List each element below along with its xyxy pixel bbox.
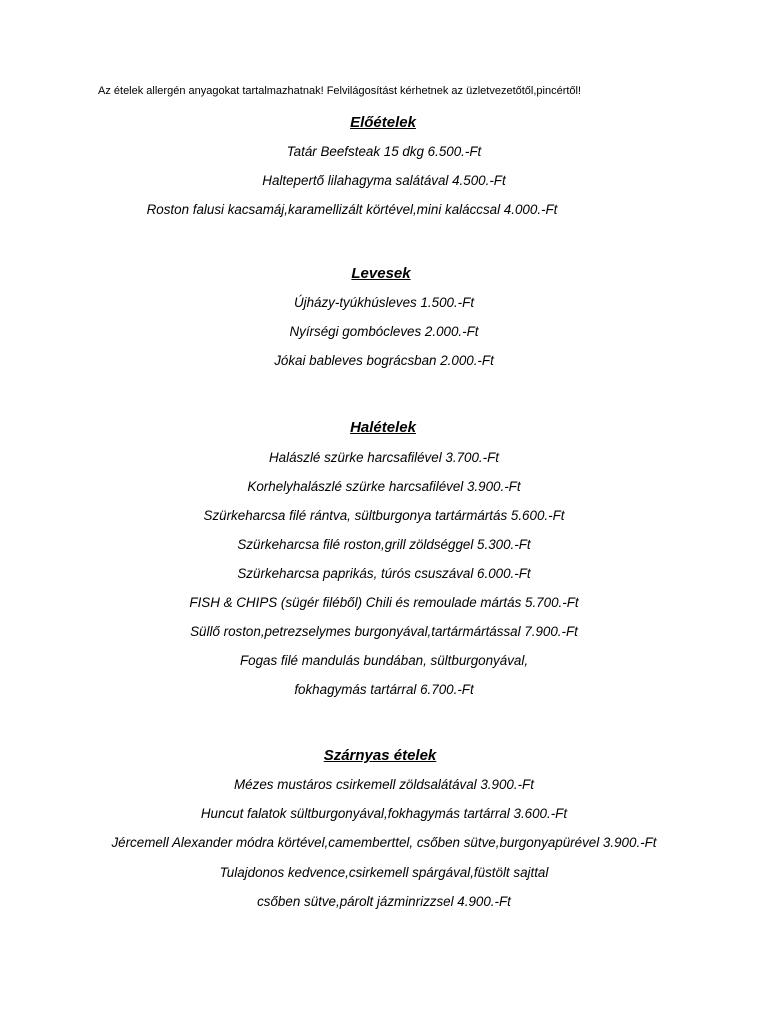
allergen-notice: Az ételek allergén anyagokat tartalmazhatnak! Felvilágosítást kérhetnek az üzletvezetőtől,pincértől! [98, 85, 582, 97]
menu-item: Szürkeharcsa filé roston,grill zöldséggel 5.300.-Ft [237, 537, 531, 552]
menu-item: Mézes mustáros csirkemell zöldsalátával 3.900.-Ft [234, 777, 534, 792]
section-title-haletelek: Halételek [350, 419, 416, 436]
menu-item: Szürkeharcsa paprikás, túrós csuszával 6.000.-Ft [237, 566, 531, 581]
menu-item: FISH & CHIPS (sügér filéből) Chili és remoulade mártás 5.700.-Ft [189, 595, 579, 610]
menu-item: Korhelyhalászlé szürke harcsafilével 3.900.-Ft [247, 479, 521, 494]
section-title-eloetelek: Előételek [350, 114, 416, 131]
menu-item: Jércemell Alexander módra körtével,camemberttel, csőben sütve,burgonyapürével 3.900.-Ft [111, 835, 657, 850]
menu-item: Tatár Beefsteak 15 dkg 6.500.-Ft [286, 144, 482, 159]
menu-item: Huncut falatok sültburgonyával,fokhagymás tartárral 3.600.-Ft [200, 806, 568, 821]
menu-item: Roston falusi kacsamáj,karamellizált körtével,mini kaláccsal 4.000.-Ft [146, 202, 558, 217]
menu-item: Halászlé szürke harcsafilével 3.700.-Ft [269, 450, 499, 465]
menu-item: Szürkeharcsa filé rántva, sültburgonya tartármártás 5.600.-Ft [203, 508, 565, 523]
menu-item: Haltepertő lilahagyma salátával 4.500.-Ft [262, 173, 506, 188]
menu-item: Süllő roston,petrezselymes burgonyával,tartármártással 7.900.-Ft [190, 624, 578, 639]
menu-item: Újházy-tyúkhúsleves 1.500.-Ft [293, 295, 475, 310]
section-title-levesek: Levesek [351, 265, 411, 282]
menu-item: Fogas filé mandulás bundában, sültburgonyával, [239, 653, 529, 668]
menu-item: Tulajdonos kedvence,csirkemell spárgával,füstölt sajttal [219, 865, 549, 880]
menu-item: Jókai bableves bográcsban 2.000.-Ft [274, 353, 494, 368]
menu-item: Nyírségi gombócleves 2.000.-Ft [289, 324, 479, 339]
section-title-szarnyas-etelek: Szárnyas ételek [323, 747, 437, 764]
menu-item: fokhagymás tartárral 6.700.-Ft [294, 682, 474, 697]
menu-item: csőben sütve,párolt jázminrizzsel 4.900.-Ft [257, 894, 511, 909]
